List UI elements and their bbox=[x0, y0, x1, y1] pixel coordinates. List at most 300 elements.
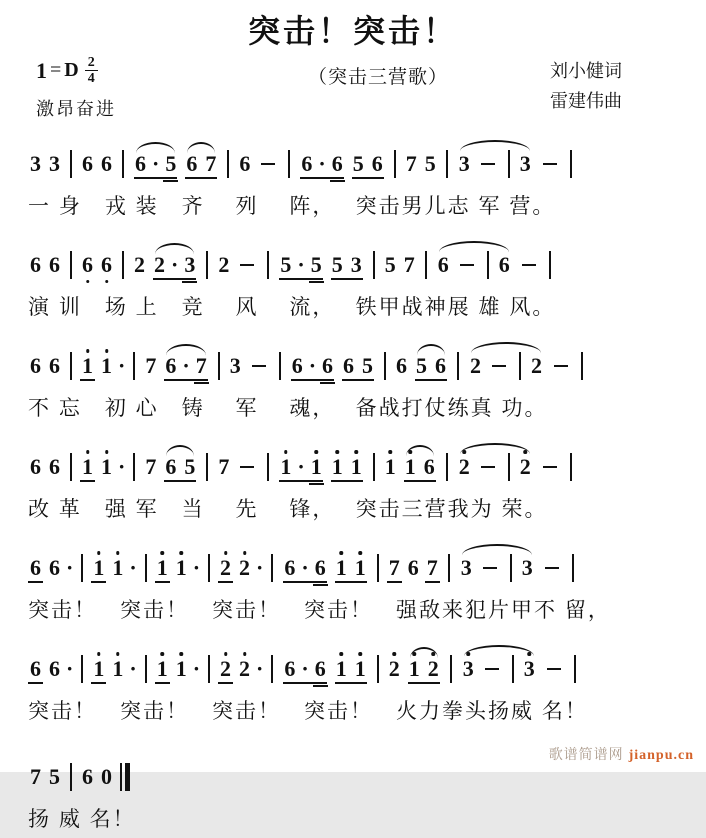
barline bbox=[218, 352, 220, 380]
beam-underline bbox=[331, 278, 363, 280]
notation-line bbox=[26, 434, 680, 492]
duration-underline bbox=[28, 581, 43, 583]
octave-dot-high bbox=[116, 652, 120, 656]
note: 6 bbox=[328, 152, 347, 176]
barline bbox=[570, 150, 572, 178]
note: 3 bbox=[459, 657, 478, 681]
barline bbox=[81, 655, 83, 683]
slur-tie-arc bbox=[187, 142, 215, 156]
barline bbox=[133, 352, 135, 380]
duration-underline bbox=[425, 581, 440, 583]
beam-group bbox=[296, 152, 347, 176]
note: 1 bbox=[153, 657, 172, 681]
note: 2 bbox=[385, 657, 404, 681]
barline bbox=[377, 554, 379, 582]
beam-underline bbox=[352, 177, 384, 179]
slur-tie-group bbox=[404, 657, 444, 681]
notation-area bbox=[0, 121, 706, 838]
beam-group bbox=[279, 556, 330, 580]
note: 7 bbox=[423, 556, 442, 580]
duration-dash bbox=[481, 466, 495, 469]
slur-tie-group bbox=[130, 152, 181, 176]
barline bbox=[487, 251, 489, 279]
octave-dot-low bbox=[86, 280, 90, 284]
note: 6 bbox=[407, 555, 419, 580]
note: 5 bbox=[331, 252, 343, 277]
score-system bbox=[26, 333, 680, 427]
octave-dot-high bbox=[160, 551, 164, 555]
octave-dot-high bbox=[105, 349, 109, 353]
barline bbox=[227, 150, 229, 178]
key-name: D bbox=[64, 59, 79, 81]
beam-group bbox=[327, 253, 367, 277]
duration-dash bbox=[543, 163, 557, 166]
credits bbox=[550, 56, 670, 116]
time-signature bbox=[85, 56, 98, 85]
duration-dash bbox=[481, 163, 495, 166]
barline bbox=[267, 453, 269, 481]
octave-dot-high bbox=[105, 450, 109, 454]
note: 6 bbox=[423, 454, 435, 479]
barline bbox=[384, 352, 386, 380]
barline bbox=[267, 251, 269, 279]
duration-underline bbox=[218, 682, 233, 684]
duration-dash bbox=[543, 466, 557, 469]
barline bbox=[271, 655, 273, 683]
score-system bbox=[26, 535, 680, 629]
duration-underline bbox=[80, 379, 95, 381]
note: 3 bbox=[520, 657, 539, 681]
note: 1 bbox=[328, 455, 347, 479]
note: 6 bbox=[49, 353, 60, 378]
notation-line bbox=[26, 333, 680, 391]
beam-underline bbox=[164, 379, 207, 381]
lyrics-line: 突击！ 突击！ 突击！ 突击！ 火力拳头扬威 名！ bbox=[28, 700, 588, 723]
duration-dash bbox=[545, 567, 559, 570]
augmentation-dot: · bbox=[192, 656, 201, 681]
octave-dot-high bbox=[86, 450, 90, 454]
beam-underline bbox=[300, 177, 343, 179]
lyrics-line: 一 身 戎 装 齐 列 阵， 突击男儿志 军 营。 bbox=[28, 195, 556, 218]
octave-dot-high bbox=[179, 551, 183, 555]
augmentation-dot: · bbox=[129, 555, 137, 580]
slur-tie-arc bbox=[406, 445, 434, 459]
note: 6 bbox=[30, 353, 41, 378]
note: 6 bbox=[26, 556, 45, 580]
song-subtitle: （突击三营歌） bbox=[307, 67, 448, 88]
duration-underline bbox=[309, 281, 324, 283]
note: 7 bbox=[145, 454, 157, 479]
slur-tie-group bbox=[458, 655, 540, 683]
beam-underline bbox=[404, 480, 436, 482]
augmentation-dot: · bbox=[118, 353, 126, 378]
lyricist-credit: 刘小健词 bbox=[550, 61, 622, 81]
note: 1 bbox=[351, 657, 370, 681]
note: 7 bbox=[385, 556, 404, 580]
note: 0 bbox=[101, 764, 112, 789]
duration-underline bbox=[91, 581, 106, 583]
augmentation-dot: · bbox=[66, 555, 74, 580]
barline bbox=[288, 150, 290, 178]
note: 1 bbox=[172, 556, 191, 580]
beam-underline bbox=[283, 682, 326, 684]
note: 1 bbox=[89, 657, 108, 681]
slur-tie-arc bbox=[410, 647, 438, 661]
duration-underline bbox=[330, 180, 345, 182]
final-barline bbox=[120, 763, 130, 791]
barline bbox=[70, 150, 72, 178]
duration-underline bbox=[387, 581, 402, 583]
barline bbox=[373, 251, 375, 279]
slur-tie-group bbox=[411, 354, 451, 378]
augmentation-dot: · bbox=[308, 353, 317, 378]
note: 6 bbox=[97, 253, 116, 277]
duration-underline bbox=[194, 382, 209, 384]
barline bbox=[549, 251, 551, 279]
note: 7 bbox=[218, 454, 230, 479]
note: 6 bbox=[239, 151, 251, 176]
slur-tie-group bbox=[454, 150, 536, 178]
beam-group bbox=[279, 657, 330, 681]
note: 3 bbox=[458, 151, 470, 176]
barline bbox=[208, 655, 210, 683]
duration-underline bbox=[313, 584, 328, 586]
note: 1 bbox=[401, 455, 420, 479]
octave-dot-high bbox=[314, 450, 318, 454]
barline bbox=[570, 453, 572, 481]
octave-dot-high bbox=[339, 652, 343, 656]
duration-dash bbox=[485, 668, 499, 671]
note: 2 bbox=[235, 556, 254, 580]
octave-dot-high bbox=[97, 652, 101, 656]
note: 1 bbox=[405, 657, 424, 681]
tempo-marking: 激昂奋进 bbox=[36, 99, 116, 119]
barline bbox=[279, 352, 281, 380]
note: 5 bbox=[49, 764, 60, 789]
augmentation-dot: · bbox=[171, 252, 179, 277]
note: 7 bbox=[192, 354, 211, 378]
barline bbox=[394, 150, 396, 178]
note: 7 bbox=[205, 151, 217, 176]
duration-underline bbox=[309, 483, 324, 485]
augmentation-dot: · bbox=[66, 656, 74, 681]
barline bbox=[70, 251, 72, 279]
duration-dash bbox=[547, 668, 561, 671]
beam-underline bbox=[408, 682, 440, 684]
note: 1 bbox=[351, 556, 370, 580]
note: 7 bbox=[30, 764, 41, 789]
notation-line bbox=[26, 535, 680, 593]
slur-tie-group bbox=[160, 354, 211, 378]
duration-dash bbox=[483, 567, 497, 570]
beam-underline bbox=[291, 379, 334, 381]
duration-underline bbox=[155, 581, 170, 583]
note: 6 bbox=[49, 252, 60, 277]
barline bbox=[425, 251, 427, 279]
beam-underline bbox=[342, 379, 374, 381]
note: 5 bbox=[280, 252, 292, 277]
barline bbox=[508, 150, 510, 178]
note: 6 bbox=[437, 252, 449, 277]
duration-underline bbox=[91, 682, 106, 684]
lyrics-line: 演 训 场 上 竞 风 流， 铁甲战神展 雄 风。 bbox=[28, 296, 556, 319]
octave-dot-high bbox=[284, 450, 288, 454]
slur-tie-group bbox=[433, 251, 515, 279]
note: 5 bbox=[307, 253, 326, 277]
augmentation-dot: · bbox=[297, 454, 305, 479]
beam-underline bbox=[279, 480, 322, 482]
note: 7 bbox=[405, 151, 417, 176]
note: 5 bbox=[362, 353, 374, 378]
note: 1 bbox=[307, 455, 326, 479]
note: 1 bbox=[276, 455, 295, 479]
augmentation-dot: · bbox=[152, 151, 160, 176]
note: 1 bbox=[172, 657, 191, 681]
note: 3 bbox=[180, 253, 199, 277]
augmentation-dot: · bbox=[256, 555, 264, 580]
slur-tie-group bbox=[454, 453, 536, 481]
octave-dot-high bbox=[388, 450, 392, 454]
augmentation-dot: · bbox=[118, 454, 126, 479]
note: 2 bbox=[531, 353, 543, 378]
note: 1 bbox=[78, 455, 97, 479]
octave-dot-high bbox=[392, 652, 396, 656]
note: 5 bbox=[352, 151, 364, 176]
barline bbox=[574, 655, 576, 683]
augmentation-dot: · bbox=[301, 555, 309, 580]
note: 6 bbox=[101, 151, 112, 176]
note: 2 bbox=[424, 657, 443, 681]
barline bbox=[206, 453, 208, 481]
duration-dash bbox=[252, 365, 266, 368]
slur-tie-arc bbox=[464, 645, 534, 659]
octave-dot-high bbox=[179, 652, 183, 656]
note: 6 bbox=[26, 657, 45, 681]
score-system bbox=[26, 131, 680, 225]
note: 1 bbox=[97, 455, 116, 479]
note: 1 bbox=[78, 354, 97, 378]
barline bbox=[508, 453, 510, 481]
beam-group bbox=[348, 152, 388, 176]
octave-dot-high bbox=[224, 652, 228, 656]
score-system bbox=[26, 232, 680, 326]
beam-underline bbox=[279, 278, 322, 280]
key-tonic: 1 bbox=[36, 57, 47, 83]
beam-group bbox=[275, 455, 326, 479]
octave-dot-high bbox=[358, 551, 362, 555]
barline bbox=[145, 554, 147, 582]
slur-tie-arc bbox=[460, 140, 530, 154]
octave-dot-low bbox=[105, 280, 109, 284]
note: 1 bbox=[347, 455, 366, 479]
beam-group bbox=[331, 556, 371, 580]
note: 3 bbox=[30, 151, 41, 176]
note: 6 bbox=[49, 555, 60, 580]
barline bbox=[133, 453, 135, 481]
watermark-site-name: 歌谱简谱网 bbox=[548, 746, 624, 762]
note: 6 bbox=[396, 353, 408, 378]
note: 1 bbox=[381, 455, 400, 479]
barline bbox=[446, 453, 448, 481]
beam-underline bbox=[164, 480, 196, 482]
note: 6 bbox=[165, 353, 177, 378]
octave-dot-high bbox=[335, 450, 339, 454]
time-signature-numerator: 2 bbox=[85, 56, 98, 71]
slur-tie-group bbox=[181, 152, 221, 176]
composer-credit: 雷建伟曲 bbox=[550, 91, 622, 111]
note: 6 bbox=[435, 353, 447, 378]
duration-underline bbox=[218, 581, 233, 583]
beam-underline bbox=[185, 177, 217, 179]
note: 6 bbox=[284, 555, 296, 580]
augmentation-dot: · bbox=[301, 656, 309, 681]
slur-tie-group bbox=[149, 253, 200, 277]
note: 6 bbox=[30, 454, 41, 479]
duration-underline bbox=[80, 480, 95, 482]
note: 6 bbox=[165, 454, 177, 479]
note: 6 bbox=[318, 354, 337, 378]
barline bbox=[208, 554, 210, 582]
barline bbox=[512, 655, 514, 683]
barline bbox=[70, 453, 72, 481]
octave-dot-high bbox=[358, 652, 362, 656]
barline bbox=[519, 352, 521, 380]
note: 1 bbox=[108, 657, 127, 681]
beam-underline bbox=[134, 177, 177, 179]
octave-dot-high bbox=[243, 652, 247, 656]
note: 6 bbox=[82, 764, 93, 789]
time-signature-denominator: 4 bbox=[87, 71, 95, 86]
note: 1 bbox=[108, 556, 127, 580]
augmentation-dot: · bbox=[297, 252, 305, 277]
note: 6 bbox=[82, 151, 93, 176]
duration-underline bbox=[320, 382, 335, 384]
beam-underline bbox=[153, 278, 196, 280]
beam-underline bbox=[335, 682, 367, 684]
barline bbox=[122, 251, 124, 279]
lyrics-line: 改 革 强 军 当 先 锋， 突击三营我为 荣。 bbox=[28, 498, 548, 521]
beam-underline bbox=[335, 581, 367, 583]
barline bbox=[446, 150, 448, 178]
note: 7 bbox=[403, 252, 415, 277]
lyrics-line: 扬 威 名！ bbox=[28, 808, 136, 831]
lyrics-line: 突击！ 突击！ 突击！ 突击！ 强敌来犯片甲不 留， bbox=[28, 599, 611, 622]
beam-underline bbox=[331, 480, 363, 482]
note: 5 bbox=[384, 252, 396, 277]
note: 2 bbox=[216, 556, 235, 580]
barline bbox=[581, 352, 583, 380]
note: 6 bbox=[291, 353, 303, 378]
note: 6 bbox=[78, 253, 97, 277]
octave-dot-high bbox=[224, 551, 228, 555]
barline bbox=[70, 352, 72, 380]
slur-tie-arc bbox=[460, 443, 530, 457]
slur-tie-arc bbox=[166, 445, 194, 459]
slur-tie-group bbox=[400, 455, 440, 479]
note: 3 bbox=[460, 555, 472, 580]
barline bbox=[457, 352, 459, 380]
note: 2 bbox=[216, 657, 235, 681]
note: 6 bbox=[186, 151, 198, 176]
barline bbox=[122, 150, 124, 178]
slur-tie-group bbox=[160, 455, 200, 479]
octave-dot-high bbox=[354, 450, 358, 454]
slur-tie-arc bbox=[155, 243, 194, 257]
note: 6 bbox=[311, 556, 330, 580]
slur-tie-arc bbox=[166, 344, 205, 358]
augmentation-dot: · bbox=[192, 555, 201, 580]
note: 3 bbox=[229, 353, 241, 378]
duration-underline bbox=[313, 685, 328, 687]
augmentation-dot: · bbox=[256, 656, 264, 681]
note: 1 bbox=[332, 556, 351, 580]
duration-underline bbox=[155, 682, 170, 684]
note: 2 bbox=[218, 252, 230, 277]
note: 2 bbox=[516, 455, 535, 479]
final-barline-thin bbox=[120, 763, 122, 791]
duration-dash bbox=[240, 466, 254, 469]
slur-tie-arc bbox=[136, 142, 175, 156]
note: 2 bbox=[235, 657, 254, 681]
notation-line bbox=[26, 636, 680, 694]
barline bbox=[450, 655, 452, 683]
note: 6 bbox=[284, 656, 296, 681]
duration-dash bbox=[522, 264, 536, 267]
note: 5 bbox=[161, 152, 180, 176]
score-system bbox=[26, 636, 680, 730]
duration-dash bbox=[554, 365, 568, 368]
note: 3 bbox=[350, 252, 362, 277]
beam-group bbox=[327, 455, 367, 479]
slur-tie-arc bbox=[462, 544, 532, 558]
notation-line bbox=[26, 131, 680, 189]
key-equals: = bbox=[50, 59, 62, 81]
note: 6 bbox=[371, 151, 383, 176]
note: 6 bbox=[49, 454, 60, 479]
duration-dash bbox=[240, 264, 254, 267]
octave-dot-high bbox=[160, 652, 164, 656]
song-title: 突击！突击！ bbox=[247, 13, 458, 49]
note: 2 bbox=[134, 252, 145, 277]
beam-group bbox=[287, 354, 338, 378]
barline bbox=[572, 554, 574, 582]
barline bbox=[145, 655, 147, 683]
barline bbox=[271, 554, 273, 582]
slur-tie-arc bbox=[471, 342, 541, 356]
note: 6 bbox=[49, 656, 60, 681]
final-barline-thick bbox=[125, 763, 130, 791]
note: 1 bbox=[153, 556, 172, 580]
score-meta bbox=[0, 52, 706, 121]
note: 2 bbox=[470, 353, 482, 378]
note: 7 bbox=[145, 353, 157, 378]
beam-group bbox=[275, 253, 326, 277]
augmentation-dot: · bbox=[129, 656, 137, 681]
watermark-url: jianpu.cn bbox=[628, 748, 694, 763]
beam-underline bbox=[415, 379, 447, 381]
slur-tie-group bbox=[465, 352, 547, 380]
octave-dot-high bbox=[339, 551, 343, 555]
note: 3 bbox=[521, 555, 533, 580]
barline bbox=[377, 655, 379, 683]
note: 6 bbox=[343, 353, 355, 378]
note: 5 bbox=[424, 151, 436, 176]
octave-dot-high bbox=[97, 551, 101, 555]
barline bbox=[448, 554, 450, 582]
augmentation-dot: · bbox=[318, 151, 326, 176]
barline bbox=[373, 453, 375, 481]
duration-underline bbox=[163, 180, 178, 182]
